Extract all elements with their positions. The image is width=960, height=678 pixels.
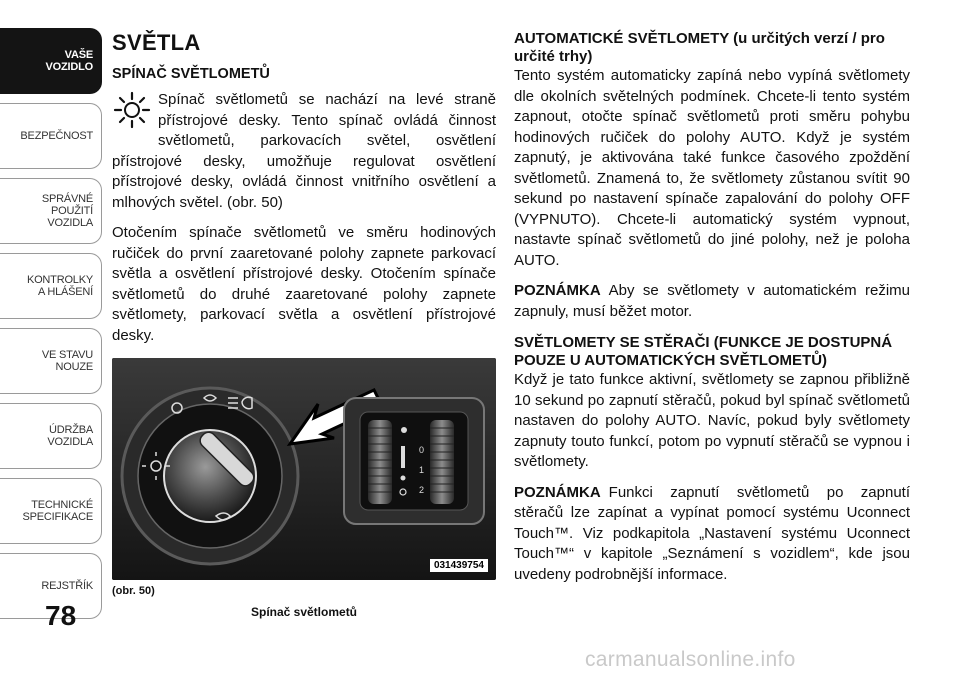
tab-bezpecnost[interactable] [0,103,102,169]
light-bulb-icon [112,90,152,130]
note-label: POZNÁMKA [514,282,601,299]
note-uconnect [514,483,910,586]
paragraph-switch-location: Spínač světlometů se nachází na levé straně přístrojové desky. Tento spínač ovládá činnost světlometů, parkovacích světel, osvětlení přístrojové desky, umožňuje regulovat osvětlení přístrojové desky, ovládá činnost vnitřního osvětlení a mlhových světel. (obr. 50) [112,91,496,211]
paragraph-auto-headlamps: Tento systém automaticky zapíná nebo vypíná světlomety dle okolních světelných podmínek. Chcete-li tento systém zapnout, otočte spínač světlometů proti směru pohybu hodinových ručiček do polohy AUTO. Když je systém zapnutý, je aktivována také funkce časového zpoždění světlometů. Znamená to, že světlomety zůstanou svítit 90 sekund po nastavení spínače zapalování do polohy OFF (VYPNUTO). Chcete-li automatický systém vypnout, nastavte spínač světlometů do jiné polohy, než je poloha AUTO. [514,67,910,269]
wheel-mark-2: 2 [419,485,425,495]
intro-paragraph-block [112,90,496,213]
tab-label: BEZPEČNOST [20,130,93,142]
left-column [112,30,496,346]
note-label: POZNÁMKA [514,483,601,501]
figure-reference: (obr. 50) [112,585,155,597]
page-number: 78 [45,600,77,631]
headlamp-switch-illustration [112,358,496,580]
tab-technicke-specifikace[interactable] [0,478,102,544]
figure-code-label: 031439754 [430,559,488,572]
subsection-title: SPÍNAČ SVĚTLOMETŮ [112,66,270,82]
tab-label: KONTROLKY A HLÁŠENÍ [26,274,93,298]
tab-label: VE STAVU NOUZE [41,349,93,373]
note-text: Aby se světlomety v automatickém režimu zapnuly, musí běžet motor. [514,282,910,320]
tab-label: ÚDRŽBA VOZIDLA [47,424,93,448]
tab-ve-stavu-nouze[interactable] [0,328,102,394]
tab-spravne-pouziti[interactable] [0,178,102,244]
tab-label: VAŠE VOZIDLO [45,49,93,73]
heading-auto-headlamps: AUTOMATICKÉ SVĚTLOMETY (u určitých verzí / pro určité trhy) [514,30,885,65]
dimmer-wheel-right [430,420,454,504]
watermark: carmanualsonline.info [585,648,796,671]
tab-label: REJSTŘÍK [41,580,93,592]
heading-headlamps-with-wipers: SVĚTLOMETY SE STĚRAČI (FUNKCE JE DOSTUPNÁ POUZE U AUTOMATICKÝCH SVĚTLOMETŮ) [514,334,893,369]
note-text: Funkci zapnutí světlometů po zapnutí stěračů lze zapínat a vypínat pomocí systému Uconnect Touch™. Viz podkapitola „Nastavení systému Uconnect Touch™“ v kapitole „Seznámení s vozidlem“, kde jsou uvedeny podrobnější informace. [514,483,910,583]
tab-udrzba[interactable] [0,403,102,469]
headlamp-switch-figure [112,358,496,580]
tab-kontrolky[interactable] [0,253,102,319]
wheel-mark-1: 1 [419,465,425,475]
right-column [514,30,910,585]
note-engine-running [514,281,910,322]
tab-label: SPRÁVNÉ POUŽITÍ VOZIDLA [41,193,93,229]
paragraph-switch-positions: Otočením spínače světlometů ve směru hodinových ručiček do první zaaretované polohy zapnete parkovací světla a osvětlení přístrojové desky. Otočením spínače světlometů do druhé zaaretované polohy zapnete světlomety, parkovací světla a osvětlení přístrojové desky. [112,224,496,344]
section-title: SVĚTLA [112,30,201,55]
wheel-mark-0: 0 [419,445,425,455]
paragraph-headlamps-with-wipers: Když je tato funkce aktivní, světlomety se zapnou přibližně 10 sekund po zapnutí stěračů, pokud byl spínač světlometů nastaven do polohy AUTO. Navíc, pokud byly světlomety zapnuty touto funkcí, potom po vypnutí stěračů se vypnou i světlomety. [514,371,910,470]
figure-caption: Spínač světlometů [250,605,358,619]
tab-vase-vozidlo[interactable] [0,28,102,94]
tab-label: TECHNICKÉ SPECIFIKACE [22,499,93,523]
dimmer-wheel-left [368,420,392,504]
